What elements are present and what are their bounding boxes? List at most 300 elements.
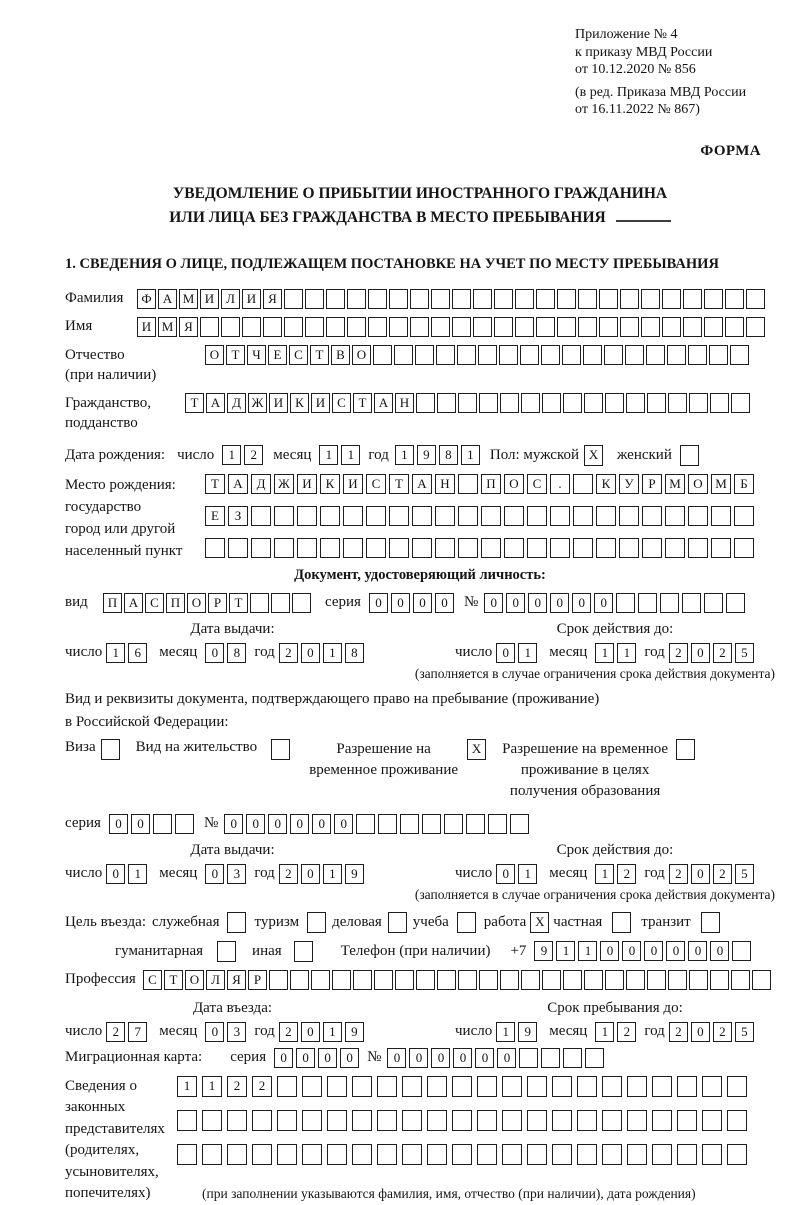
char-box[interactable]: Т (229, 593, 248, 613)
char-box[interactable] (550, 506, 570, 526)
purpose-other-checkbox[interactable] (294, 941, 313, 962)
char-box[interactable] (583, 345, 602, 365)
char-box[interactable]: Я (179, 317, 198, 337)
char-box[interactable]: 0 (453, 1048, 472, 1068)
char-box[interactable] (500, 970, 519, 990)
char-box[interactable] (202, 1144, 222, 1165)
char-box[interactable] (638, 593, 657, 613)
char-box[interactable]: 6 (128, 643, 147, 663)
char-box[interactable]: 0 (334, 814, 353, 834)
char-box[interactable] (205, 538, 225, 558)
char-box[interactable] (305, 317, 324, 337)
char-box[interactable] (477, 1110, 497, 1131)
char-box[interactable] (626, 393, 645, 413)
char-box[interactable] (427, 1110, 447, 1131)
char-box[interactable]: Е (268, 345, 287, 365)
char-box[interactable] (377, 1110, 397, 1131)
char-box[interactable]: Я (227, 970, 246, 990)
char-box[interactable] (251, 506, 271, 526)
char-box[interactable]: 9 (417, 445, 436, 465)
char-box[interactable] (510, 814, 529, 834)
char-box[interactable] (436, 345, 455, 365)
char-box[interactable] (746, 289, 765, 309)
char-box[interactable] (527, 1144, 547, 1165)
char-box[interactable]: X (584, 445, 603, 466)
char-box[interactable] (153, 814, 172, 834)
char-box[interactable]: . (550, 474, 570, 494)
char-box[interactable]: 5 (735, 864, 754, 884)
char-box[interactable] (667, 345, 686, 365)
char-box[interactable] (277, 1144, 297, 1165)
char-box[interactable]: 1 (595, 643, 614, 663)
char-box[interactable] (305, 289, 324, 309)
char-box[interactable] (680, 445, 699, 466)
char-box[interactable]: 1 (177, 1076, 197, 1097)
char-box[interactable] (647, 970, 666, 990)
char-box[interactable]: Н (435, 474, 455, 494)
char-box[interactable] (599, 289, 618, 309)
char-box[interactable] (481, 538, 501, 558)
char-box[interactable]: К (290, 393, 309, 413)
char-box[interactable]: 0 (691, 864, 710, 884)
char-box[interactable]: 1 (202, 1076, 222, 1097)
char-box[interactable] (515, 289, 534, 309)
char-box[interactable] (652, 1144, 672, 1165)
char-box[interactable] (704, 317, 723, 337)
char-box[interactable] (541, 1048, 560, 1068)
char-box[interactable] (519, 1048, 538, 1068)
char-box[interactable] (527, 538, 547, 558)
char-box[interactable] (642, 538, 662, 558)
sex-male-checkbox[interactable] (584, 445, 603, 466)
char-box[interactable] (652, 1076, 672, 1097)
char-box[interactable] (683, 317, 702, 337)
char-box[interactable]: Л (221, 289, 240, 309)
char-box[interactable] (527, 1110, 547, 1131)
char-box[interactable] (730, 345, 749, 365)
char-box[interactable] (274, 538, 294, 558)
char-box[interactable] (752, 970, 771, 990)
char-box[interactable]: 1 (341, 445, 360, 465)
char-box[interactable] (552, 1144, 572, 1165)
char-box[interactable] (725, 289, 744, 309)
char-box[interactable]: 0 (496, 643, 515, 663)
char-box[interactable] (263, 317, 282, 337)
char-box[interactable] (562, 345, 581, 365)
char-box[interactable] (400, 814, 419, 834)
char-box[interactable] (412, 506, 432, 526)
char-box[interactable] (427, 1144, 447, 1165)
char-box[interactable]: 2 (279, 643, 298, 663)
char-box[interactable] (251, 538, 271, 558)
char-box[interactable] (573, 538, 593, 558)
char-box[interactable]: 0 (205, 864, 224, 884)
char-box[interactable]: О (187, 593, 206, 613)
char-box[interactable] (327, 1110, 347, 1131)
char-box[interactable]: Е (205, 506, 225, 526)
char-box[interactable]: 0 (268, 814, 287, 834)
char-box[interactable] (175, 814, 194, 834)
char-box[interactable] (452, 1144, 472, 1165)
char-box[interactable]: 1 (323, 864, 342, 884)
char-box[interactable]: Р (208, 593, 227, 613)
char-box[interactable]: И (297, 474, 317, 494)
char-box[interactable] (452, 289, 471, 309)
char-box[interactable]: 9 (518, 1022, 537, 1042)
char-box[interactable] (327, 1076, 347, 1097)
char-box[interactable]: С (143, 970, 162, 990)
char-box[interactable] (389, 317, 408, 337)
char-box[interactable]: 0 (475, 1048, 494, 1068)
char-box[interactable] (702, 1076, 722, 1097)
char-box[interactable] (177, 1144, 197, 1165)
char-box[interactable] (294, 941, 313, 962)
char-box[interactable]: И (242, 289, 261, 309)
char-box[interactable] (228, 538, 248, 558)
char-box[interactable] (677, 1110, 697, 1131)
char-box[interactable] (552, 1076, 572, 1097)
char-box[interactable]: П (103, 593, 122, 613)
char-box[interactable] (520, 345, 539, 365)
char-box[interactable] (605, 393, 624, 413)
char-box[interactable]: 2 (617, 864, 636, 884)
char-box[interactable] (352, 1076, 372, 1097)
char-box[interactable] (641, 317, 660, 337)
purpose-tourism-checkbox[interactable] (307, 912, 326, 933)
char-box[interactable]: 0 (131, 814, 150, 834)
char-box[interactable]: 0 (496, 864, 515, 884)
char-box[interactable]: 0 (484, 593, 503, 613)
char-box[interactable] (627, 1076, 647, 1097)
char-box[interactable]: Ф (137, 289, 156, 309)
char-box[interactable] (619, 538, 639, 558)
char-box[interactable] (599, 317, 618, 337)
char-box[interactable] (536, 289, 555, 309)
purpose-transit-checkbox[interactable] (701, 912, 720, 933)
char-box[interactable] (668, 393, 687, 413)
char-box[interactable]: 9 (534, 941, 553, 961)
char-box[interactable]: 0 (301, 864, 320, 884)
char-box[interactable] (227, 1110, 247, 1131)
purpose-official-checkbox[interactable] (227, 912, 246, 933)
char-box[interactable] (665, 506, 685, 526)
char-box[interactable] (343, 538, 363, 558)
char-box[interactable] (578, 317, 597, 337)
char-box[interactable] (494, 317, 513, 337)
char-box[interactable]: 0 (691, 643, 710, 663)
char-box[interactable] (458, 970, 477, 990)
char-box[interactable]: 9 (345, 864, 364, 884)
char-box[interactable]: 0 (594, 593, 613, 613)
char-box[interactable] (422, 814, 441, 834)
char-box[interactable] (702, 1110, 722, 1131)
char-box[interactable] (284, 317, 303, 337)
char-box[interactable] (536, 317, 555, 337)
char-box[interactable] (584, 393, 603, 413)
char-box[interactable]: 2 (617, 1022, 636, 1042)
char-box[interactable] (619, 506, 639, 526)
char-box[interactable] (347, 289, 366, 309)
char-box[interactable] (389, 538, 409, 558)
char-box[interactable]: М (179, 289, 198, 309)
char-box[interactable] (202, 1110, 222, 1131)
char-box[interactable]: 0 (409, 1048, 428, 1068)
char-box[interactable]: 0 (224, 814, 243, 834)
char-box[interactable]: Т (164, 970, 183, 990)
char-box[interactable]: 2 (669, 864, 688, 884)
char-box[interactable]: С (527, 474, 547, 494)
char-box[interactable]: О (205, 345, 224, 365)
char-box[interactable] (374, 970, 393, 990)
char-box[interactable]: Ж (274, 474, 294, 494)
char-box[interactable] (727, 1110, 747, 1131)
char-box[interactable] (704, 289, 723, 309)
sex-female-checkbox[interactable] (680, 445, 699, 466)
char-box[interactable] (596, 506, 616, 526)
char-box[interactable]: 0 (312, 814, 331, 834)
char-box[interactable] (488, 814, 507, 834)
char-box[interactable] (415, 345, 434, 365)
char-box[interactable]: 1 (106, 643, 125, 663)
char-box[interactable]: Ж (248, 393, 267, 413)
visa-checkbox[interactable] (101, 739, 120, 760)
char-box[interactable] (521, 393, 540, 413)
char-box[interactable]: 0 (205, 1022, 224, 1042)
char-box[interactable] (596, 538, 616, 558)
char-box[interactable] (665, 538, 685, 558)
char-box[interactable] (452, 1110, 472, 1131)
char-box[interactable] (353, 970, 372, 990)
char-box[interactable] (326, 317, 345, 337)
char-box[interactable]: X (530, 912, 549, 933)
char-box[interactable] (521, 970, 540, 990)
char-box[interactable]: 2 (279, 864, 298, 884)
char-box[interactable] (352, 1110, 372, 1131)
char-box[interactable]: М (711, 474, 731, 494)
char-box[interactable]: 2 (227, 1076, 247, 1097)
char-box[interactable]: 0 (506, 593, 525, 613)
char-box[interactable]: X (467, 739, 486, 760)
char-box[interactable] (602, 1076, 622, 1097)
char-box[interactable] (368, 317, 387, 337)
residence-permit-checkbox[interactable] (271, 739, 290, 760)
purpose-work-checkbox[interactable] (530, 912, 549, 933)
char-box[interactable] (578, 289, 597, 309)
char-box[interactable]: 2 (669, 643, 688, 663)
char-box[interactable] (479, 970, 498, 990)
char-box[interactable] (682, 593, 701, 613)
char-box[interactable] (627, 1144, 647, 1165)
char-box[interactable] (252, 1110, 272, 1131)
char-box[interactable]: О (352, 345, 371, 365)
char-box[interactable]: 1 (595, 1022, 614, 1042)
char-box[interactable] (711, 538, 731, 558)
char-box[interactable] (550, 538, 570, 558)
char-box[interactable] (410, 317, 429, 337)
char-box[interactable] (620, 317, 639, 337)
char-box[interactable] (302, 1110, 322, 1131)
char-box[interactable]: Т (185, 393, 204, 413)
char-box[interactable] (302, 1076, 322, 1097)
char-box[interactable] (410, 289, 429, 309)
char-box[interactable] (502, 1076, 522, 1097)
char-box[interactable]: У (619, 474, 639, 494)
char-box[interactable] (378, 814, 397, 834)
char-box[interactable] (711, 506, 731, 526)
char-box[interactable] (477, 1144, 497, 1165)
char-box[interactable]: Д (227, 393, 246, 413)
char-box[interactable]: 0 (550, 593, 569, 613)
edu-permit-checkbox[interactable] (676, 739, 695, 760)
char-box[interactable] (646, 345, 665, 365)
char-box[interactable]: А (124, 593, 143, 613)
char-box[interactable]: 0 (497, 1048, 516, 1068)
char-box[interactable]: 0 (622, 941, 641, 961)
char-box[interactable]: И (200, 289, 219, 309)
char-box[interactable] (444, 814, 463, 834)
char-box[interactable] (377, 1144, 397, 1165)
char-box[interactable] (437, 970, 456, 990)
char-box[interactable]: Ч (247, 345, 266, 365)
char-box[interactable] (662, 289, 681, 309)
char-box[interactable] (647, 393, 666, 413)
char-box[interactable]: 2 (669, 1022, 688, 1042)
char-box[interactable]: Н (395, 393, 414, 413)
char-box[interactable]: 2 (244, 445, 263, 465)
char-box[interactable]: 1 (319, 445, 338, 465)
char-box[interactable] (327, 1144, 347, 1165)
char-box[interactable] (627, 1110, 647, 1131)
char-box[interactable] (458, 474, 478, 494)
char-box[interactable] (557, 289, 576, 309)
char-box[interactable] (541, 345, 560, 365)
char-box[interactable]: 0 (644, 941, 663, 961)
char-box[interactable] (605, 970, 624, 990)
char-box[interactable]: 5 (735, 1022, 754, 1042)
char-box[interactable] (734, 506, 754, 526)
char-box[interactable]: 1 (617, 643, 636, 663)
char-box[interactable] (412, 538, 432, 558)
char-box[interactable]: А (374, 393, 393, 413)
char-box[interactable] (689, 393, 708, 413)
char-box[interactable] (227, 912, 246, 933)
char-box[interactable]: 1 (556, 941, 575, 961)
char-box[interactable] (725, 317, 744, 337)
char-box[interactable]: К (320, 474, 340, 494)
char-box[interactable] (437, 393, 456, 413)
char-box[interactable]: 3 (227, 864, 246, 884)
char-box[interactable]: 7 (128, 1022, 147, 1042)
char-box[interactable]: Р (248, 970, 267, 990)
char-box[interactable]: Р (642, 474, 662, 494)
char-box[interactable] (662, 317, 681, 337)
char-box[interactable]: З (228, 506, 248, 526)
char-box[interactable] (689, 970, 708, 990)
char-box[interactable]: 0 (688, 941, 707, 961)
char-box[interactable]: 2 (713, 1022, 732, 1042)
char-box[interactable] (709, 345, 728, 365)
char-box[interactable]: А (206, 393, 225, 413)
char-box[interactable] (563, 1048, 582, 1068)
char-box[interactable] (320, 506, 340, 526)
char-box[interactable]: 0 (387, 1048, 406, 1068)
char-box[interactable]: 8 (227, 643, 246, 663)
char-box[interactable] (727, 1144, 747, 1165)
char-box[interactable] (473, 317, 492, 337)
char-box[interactable]: 0 (296, 1048, 315, 1068)
char-box[interactable] (542, 393, 561, 413)
char-box[interactable]: В (331, 345, 350, 365)
char-box[interactable] (332, 970, 351, 990)
char-box[interactable] (452, 1076, 472, 1097)
char-box[interactable]: 0 (318, 1048, 337, 1068)
char-box[interactable] (642, 506, 662, 526)
purpose-study-checkbox[interactable] (457, 912, 476, 933)
char-box[interactable]: 0 (106, 864, 125, 884)
char-box[interactable] (688, 538, 708, 558)
char-box[interactable]: 0 (205, 643, 224, 663)
char-box[interactable]: 1 (222, 445, 241, 465)
char-box[interactable]: 1 (128, 864, 147, 884)
char-box[interactable] (274, 506, 294, 526)
char-box[interactable] (269, 970, 288, 990)
char-box[interactable] (326, 289, 345, 309)
char-box[interactable]: И (343, 474, 363, 494)
char-box[interactable] (101, 739, 120, 760)
char-box[interactable] (704, 593, 723, 613)
char-box[interactable] (668, 970, 687, 990)
char-box[interactable] (435, 538, 455, 558)
char-box[interactable] (604, 345, 623, 365)
char-box[interactable] (250, 593, 269, 613)
char-box[interactable]: 0 (666, 941, 685, 961)
char-box[interactable] (177, 1110, 197, 1131)
char-box[interactable]: 0 (691, 1022, 710, 1042)
char-box[interactable] (731, 970, 750, 990)
char-box[interactable]: Т (205, 474, 225, 494)
char-box[interactable]: Т (389, 474, 409, 494)
char-box[interactable] (527, 506, 547, 526)
char-box[interactable] (727, 1076, 747, 1097)
char-box[interactable] (577, 1144, 597, 1165)
char-box[interactable]: С (145, 593, 164, 613)
char-box[interactable]: Б (734, 474, 754, 494)
char-box[interactable] (431, 317, 450, 337)
char-box[interactable] (458, 393, 477, 413)
char-box[interactable] (676, 739, 695, 760)
char-box[interactable] (389, 289, 408, 309)
char-box[interactable] (395, 970, 414, 990)
char-box[interactable]: 9 (345, 1022, 364, 1042)
char-box[interactable] (585, 1048, 604, 1068)
char-box[interactable] (500, 393, 519, 413)
char-box[interactable] (478, 345, 497, 365)
char-box[interactable] (292, 593, 311, 613)
char-box[interactable] (402, 1076, 422, 1097)
char-box[interactable] (388, 912, 407, 933)
char-box[interactable]: 1 (595, 864, 614, 884)
purpose-private-checkbox[interactable] (612, 912, 631, 933)
char-box[interactable] (481, 506, 501, 526)
char-box[interactable]: М (665, 474, 685, 494)
char-box[interactable] (435, 506, 455, 526)
char-box[interactable] (416, 393, 435, 413)
char-box[interactable]: 1 (578, 941, 597, 961)
char-box[interactable]: А (412, 474, 432, 494)
char-box[interactable]: Т (353, 393, 372, 413)
char-box[interactable] (563, 970, 582, 990)
char-box[interactable] (284, 289, 303, 309)
